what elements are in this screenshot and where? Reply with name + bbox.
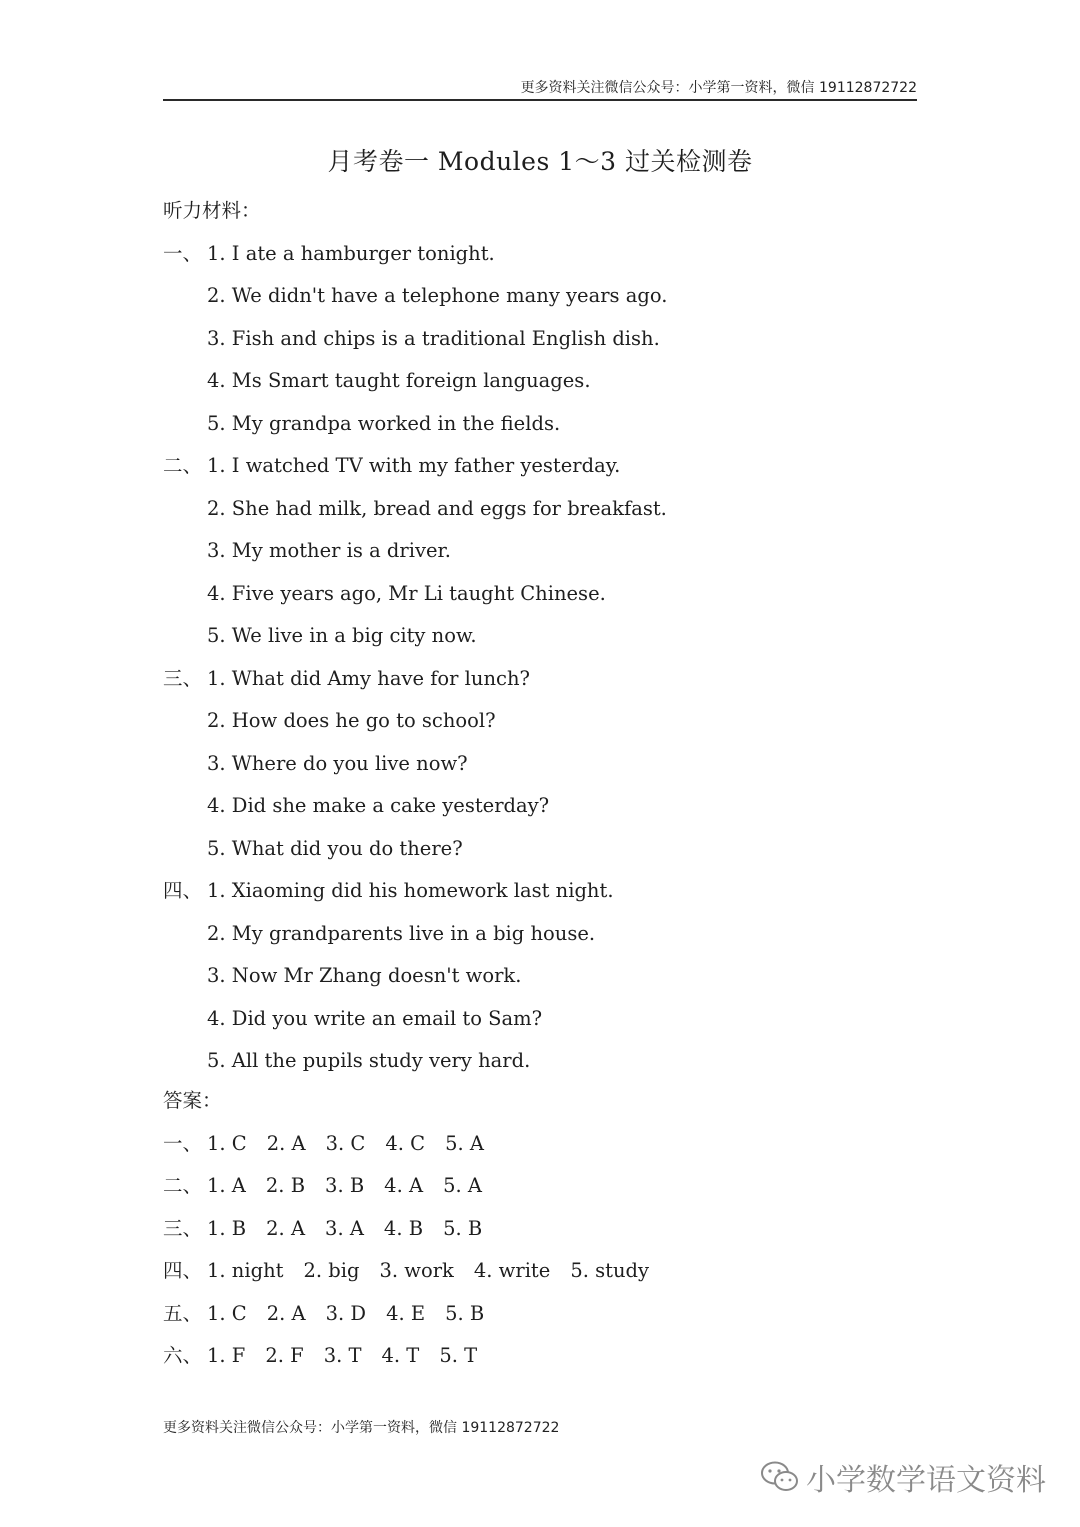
listening-line: [163, 955, 923, 998]
answer-row: [163, 1250, 923, 1293]
page-title: 月考卷一 Modules 1～3 过关检测卷: [327, 147, 753, 176]
answer-items: [207, 1335, 497, 1378]
section-number: 二、: [163, 1174, 203, 1197]
answers-label: 答案：: [163, 1089, 222, 1112]
listening-line: [163, 1040, 923, 1083]
answer-items: [207, 1165, 502, 1208]
listening-item: 1. I watched TV with my father yesterday.: [207, 454, 621, 477]
answer-item: 1. night: [207, 1259, 284, 1282]
answer-item: 3. A: [325, 1216, 364, 1240]
listening-line: [163, 318, 923, 361]
listening-item: 4. Did you write an email to Sam?: [207, 1006, 543, 1030]
listening-item: 5. My grandpa worked in the fields.: [207, 411, 561, 435]
answers-section: [163, 1080, 923, 1378]
listening-item: 2. How does he go to school?: [207, 709, 496, 732]
listening-section: [163, 190, 923, 1083]
answer-item: 5. A: [443, 1174, 482, 1197]
listening-line: [163, 785, 923, 828]
listening-item: 3. My mother is a driver.: [207, 539, 451, 562]
listening-item: 1. Xiaoming did his homework last night.: [207, 879, 614, 902]
answer-rows: [163, 1123, 923, 1378]
listening-item: 3. Fish and chips is a traditional English dish.: [207, 326, 660, 350]
listening-item: 5. All the pupils study very hard.: [207, 1049, 531, 1072]
listening-line: [163, 998, 923, 1041]
answer-item: 1. C: [207, 1131, 247, 1155]
answer-item: 1. F: [207, 1344, 246, 1367]
listening-line: [163, 615, 923, 658]
listening-line: [163, 700, 923, 743]
listening-line: [163, 488, 923, 531]
answer-items: [207, 1208, 502, 1251]
answer-row: [163, 1293, 923, 1336]
answer-items: [207, 1123, 504, 1166]
listening-line: [163, 530, 923, 573]
answer-item: 5. T: [439, 1344, 478, 1367]
listening-line: [163, 913, 923, 956]
listening-line: [163, 275, 923, 318]
answer-item: 4. C: [385, 1131, 426, 1155]
answer-item: 3. B: [325, 1174, 365, 1197]
listening-item: 4. Ms Smart taught foreign languages.: [207, 369, 591, 392]
listening-item: 5. What did you do there?: [207, 836, 463, 860]
header-text: 更多资料关注微信公众号：小学第一资料，微信 19112872722: [520, 80, 917, 96]
answer-item: 4. T: [381, 1344, 420, 1367]
listening-line: [163, 233, 923, 276]
section-number: 三、: [163, 1216, 203, 1240]
listening-item: 4. Five years ago, Mr Li taught Chinese.: [207, 581, 606, 605]
section-number: 四、: [163, 1259, 203, 1282]
answer-item: 1. C: [207, 1301, 247, 1325]
listening-item: 3. Now Mr Zhang doesn't work.: [207, 964, 522, 987]
answer-item: 4. B: [383, 1216, 424, 1240]
listening-item: 2. We didn't have a telephone many years ago.: [207, 284, 668, 307]
answer-item: 2. A: [266, 1216, 306, 1240]
answer-row: [163, 1335, 923, 1378]
wechat-icon: [760, 1460, 800, 1494]
answer-item: 5. A: [445, 1131, 484, 1155]
answer-item: 2. F: [265, 1344, 304, 1367]
answer-items: [207, 1293, 504, 1336]
answer-items: [207, 1250, 669, 1293]
listening-line: [163, 870, 923, 913]
answer-item: 4. E: [386, 1301, 426, 1325]
listening-line: [163, 403, 923, 446]
answer-item: 5. B: [443, 1216, 483, 1240]
listening-item: 2. She had milk, bread and eggs for breakfast.: [207, 496, 667, 520]
answer-item: 4. A: [384, 1174, 424, 1197]
answer-row: [163, 1123, 923, 1166]
listening-sections: [163, 233, 923, 1083]
listening-item: 1. I ate a hamburger tonight.: [207, 241, 495, 265]
section-number: 五、: [163, 1301, 203, 1325]
listening-line: [163, 743, 923, 786]
listening-line: [163, 828, 923, 871]
listening-item: 5. We live in a big city now.: [207, 624, 477, 647]
watermark: [760, 1455, 1046, 1499]
listening-line: [163, 445, 923, 488]
answer-row: [163, 1208, 923, 1251]
answer-item: 3. D: [325, 1301, 367, 1325]
section-number: 四、: [163, 879, 203, 902]
answer-item: 2. A: [266, 1131, 306, 1155]
answer-item: 1. A: [207, 1174, 246, 1197]
header-divider: [163, 99, 917, 101]
answer-item: 2. A: [266, 1301, 306, 1325]
answer-item: 2. B: [265, 1174, 306, 1197]
section-number: 二、: [163, 454, 203, 477]
answer-item: 5. study: [570, 1259, 650, 1282]
listening-line: [163, 658, 923, 701]
watermark-text: 小学数学语文资料: [806, 1463, 1046, 1498]
section-number: 三、: [163, 666, 203, 690]
listening-item: 2. My grandparents live in a big house.: [207, 921, 596, 945]
answer-row: [163, 1165, 923, 1208]
footer-text: 更多资料关注微信公众号：小学第一资料，微信 19112872722: [163, 1420, 560, 1436]
listening-label: 听力材料：: [163, 199, 261, 222]
listening-item: 3. Where do you live now?: [207, 751, 468, 775]
answer-item: 1. B: [207, 1216, 247, 1240]
answer-item: 3. T: [323, 1344, 362, 1367]
listening-item: 4. Did she make a cake yesterday?: [207, 794, 550, 817]
answer-item: 3. work: [379, 1259, 454, 1282]
section-number: 六、: [163, 1344, 203, 1367]
listening-line: [163, 360, 923, 403]
answer-item: 5. B: [445, 1301, 485, 1325]
answer-item: 3. C: [325, 1131, 366, 1155]
answer-item: 2. big: [303, 1259, 360, 1282]
listening-item: 1. What did Amy have for lunch?: [207, 666, 530, 690]
listening-line: [163, 573, 923, 616]
answer-item: 4. write: [473, 1259, 551, 1282]
section-number: 一、: [163, 1131, 203, 1155]
section-number: 一、: [163, 241, 203, 265]
